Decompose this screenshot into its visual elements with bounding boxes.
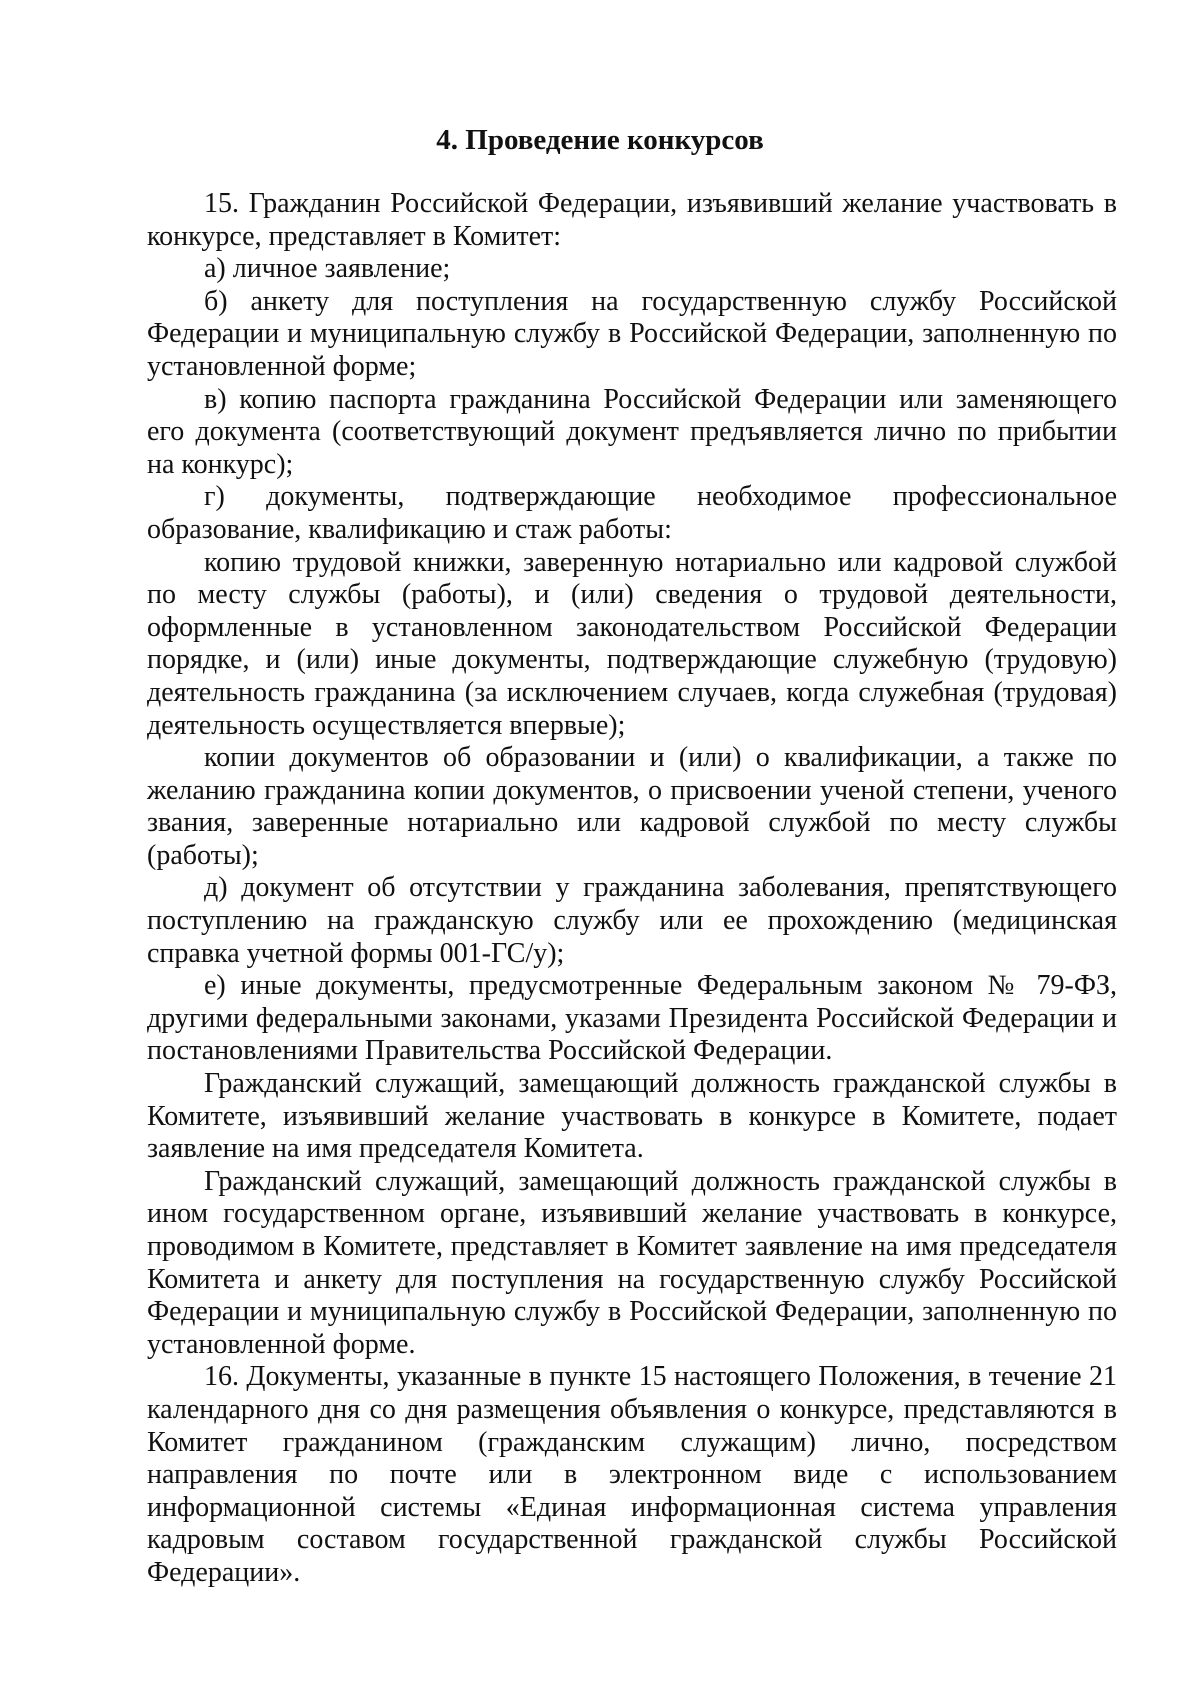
list-item-a: а) личное заявление; <box>204 253 451 285</box>
paragraph-16: 16. Документы, указанные в пункте 15 настоящего Положения, в течение 21 календарного дня со дня размещения объявления о конкурсе, представляются в Комитет гражданином (гражданским служащим) лично, посредством направления по почте или в электронном виде с использованием информационной системы «Единая информационная система управления кадровым составом государственной гражданской службы Российской Федерации». <box>147 1361 1117 1588</box>
paragraph-civil-servant-committee: Гражданский служащий, замещающий должность гражданской службы в Комитете, изъявивший желание участвовать в конкурсе в Комитете, подает заявление на имя председателя Комитета. <box>147 1068 1117 1165</box>
section-heading: 4. Проведение конкурсов <box>436 124 764 156</box>
paragraph-15-intro: 15. Гражданин Российской Федерации, изъявивший желание участвовать в конкурсе, представляет в Комитет: <box>147 188 1117 252</box>
list-item-g-work-record: копию трудовой книжки, заверенную нотариально или кадровой службой по месту службы (работы), и (или) сведения о трудовой деятельности, оформленные в установленном законодательством Российской Федерации порядке, и (или) иные документы, подтверждающие служебную (трудовую) деятельность гражданина (за исключением случаев, когда служебная (трудовая) деятельность осуществляется впервые); <box>147 546 1117 741</box>
list-item-b: б) анкету для поступления на государственную службу Российской Федерации и муниципальную службу в Российской Федерации, заполненную по установленной форме; <box>147 285 1117 382</box>
list-item-e: е) иные документы, предусмотренные Федеральным законом № 79-ФЗ, другими федеральными законами, указами Президента Российской Федерации и постановлениями Правительства Российской Федерации. <box>147 970 1117 1067</box>
list-item-v: в) копию паспорта гражданина Российской Федерации или заменяющего его документа (соответствующий документ предъявляется лично по прибытии на конкурс); <box>147 383 1117 480</box>
document-body <box>147 188 1117 1590</box>
list-item-g-education: копии документов об образовании и (или) о квалификации, а также по желанию гражданина копии документов, о присвоении ученой степени, ученого звания, заверенные нотариально или кадровой службой по месту службы (работы); <box>147 742 1117 871</box>
list-item-d: д) документ об отсутствии у гражданина заболевания, препятствующего поступлению на гражданскую службу или ее прохождению (медицинская справка учетной формы 001-ГС/у); <box>147 872 1117 969</box>
paragraph-civil-servant-other-body: Гражданский служащий, замещающий должность гражданской службы в ином государственном органе, изъявивший желание участвовать в конкурсе, проводимом в Комитете, представляет в Комитет заявление на имя председателя Комитета и анкету для поступления на государственную службу Российской Федерации и муниципальную службу в Российской Федерации, заполненную по установленной форме. <box>147 1165 1117 1360</box>
list-item-g: г) документы, подтверждающие необходимое профессиональное образование, квалификацию и стаж работы: <box>147 481 1117 545</box>
